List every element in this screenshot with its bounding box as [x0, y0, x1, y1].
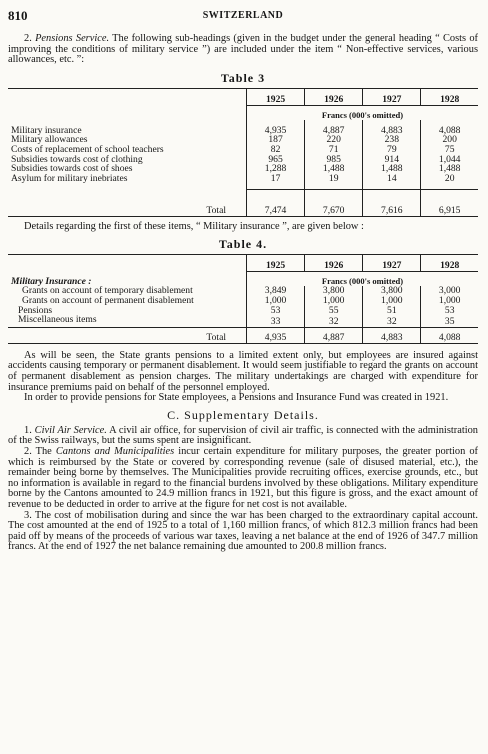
table-4-year: 1925	[247, 255, 305, 272]
table-row: Pensions 53 55 51 53	[8, 306, 478, 316]
table-4-group-label: Military Insurance :	[11, 275, 92, 287]
table-3-total-row: Total 7,474 7,670 7,616 6,915	[8, 190, 478, 217]
page-number: 810	[8, 8, 28, 23]
table-3-year: 1926	[305, 88, 363, 105]
running-title: SWITZERLAND	[202, 10, 284, 21]
table-3-year: 1928	[421, 88, 478, 105]
cantons-heading: Cantons and Municipalities	[55, 445, 175, 457]
table-3-row-label: Military allowances	[11, 134, 88, 146]
table-row: Subsidies towards cost of shoes 1,288 1,488 1,488 1,488	[8, 164, 478, 174]
table-4-total-label: Total	[8, 327, 247, 343]
table-row: Asylum for military inebriates 17 19 14 20	[8, 174, 478, 190]
table-3-unit: Francs (000's omitted)	[247, 105, 479, 120]
mobilisation-paragraph: 3. The cost of mobilisation during and since the war has been charged to the extraordinary capital account. The cost amounted at the end of 1925 to a total of 1,160 million francs, of which 812.3 million francs had been paid off by means of the proceeds of various war taxes, leaving a net balance at the end of 1926 of 347.7 million francs. At the end of 1927 the net balance remaining due amounted to 200.8 million francs.	[8, 509, 478, 553]
table-row: Grants on account of temporary disablement 3,849 3,800 3,800 3,000	[8, 286, 478, 296]
table-3-year: 1927	[363, 88, 421, 105]
document-page	[8, 8, 478, 553]
section-c-heading: C. Supplementary Details.	[167, 407, 319, 422]
table-row: Miscellaneous items 33 32 32 35	[8, 315, 478, 327]
table-4-year: 1928	[421, 255, 478, 272]
pensions-service-paragraph: 2. Pensions Service. The following sub-headings (given in the budget under the general heading “ Costs of improving the conditions of military service ”) are included under the item “ Non-effective services, various allowances, etc. ”:	[8, 33, 479, 66]
civil-air-service-heading: Civil Air Service.	[34, 424, 107, 436]
table-row: Costs of replacement of school teachers 82 71 79 75	[8, 145, 478, 155]
table-4-row-label: Grants on account of permanent disablement	[22, 295, 194, 307]
details-paragraph: Details regarding the first of these items, “ Military insurance ”, are given below :	[24, 220, 364, 232]
pensions-service-heading: Pensions Service.	[35, 33, 110, 44]
table-4	[8, 254, 478, 343]
pensions-fund-paragraph: In order to provide pensions for State employees, a Pensions and Insurance Fund was created in 1921.	[24, 392, 449, 404]
table-3-row-label: Military insurance	[11, 124, 82, 136]
table-4-caption: Table 4.	[218, 237, 268, 252]
table-3-row-label: Costs of replacement of school teachers	[11, 143, 164, 155]
table-3-total-label: Total	[8, 190, 247, 217]
table-row: Military allowances 187 220 238 200	[8, 135, 478, 145]
page-header	[8, 8, 478, 28]
cantons-paragraph: 2. The Cantons and Municipalities incur certain expenditure for military purposes, the greater portion of which is reimbursed by the State or covered by corresponding revenue (sale of disused material, etc.), the remainder being borne by themselves. The Municipalities provide recruiting offices, exercise grounds, etc., but no information is available in regard to the financial burdens involved by these obligations. Military expenditure borne by the Cantons amounted to 24.9 million francs in 1921, but this figure is gross, and the exact amount of revenue to be deducted in order to arrive at the figure for net cost is not available.	[8, 445, 478, 510]
civil-air-service-paragraph: 1. Civil Air Service. A civil air office, for supervision of civil air traffic, is connected with the administration of the Swiss railways, but the sums spent are insignificant.	[8, 424, 478, 447]
table-row: Subsidies towards cost of clothing 965 985 914 1,044	[8, 155, 478, 165]
table-3-row-label: Asylum for military inebriates	[11, 173, 128, 185]
table-4-year: 1927	[363, 255, 421, 272]
table-4-total-row: Total 4,935 4,887 4,883 4,088	[8, 327, 478, 343]
table-row: Grants on account of permanent disablement 1,000 1,000 1,000 1,000	[8, 296, 478, 306]
table-3-row-label: Subsidies towards cost of shoes	[11, 163, 133, 175]
table-4-row-label: Grants on account of temporary disablement	[22, 285, 193, 297]
table-4-row-label: Pensions	[18, 304, 53, 316]
state-pensions-paragraph: As will be seen, the State grants pensions to a limited extent only, but employees are insured against accidents causing temporary or permanent disablement. It would seem justifiable to regard the grants on account of permanent disablement as pension charges. The military undertakings are charged with expenditure for insurance premiums paid on behalf of the personnel employed.	[8, 349, 478, 393]
table-3-caption: Table 3	[220, 70, 266, 85]
table-3-row-label: Subsidies towards cost of clothing	[11, 153, 143, 165]
table-4-unit: Francs (000's omitted)	[247, 272, 479, 287]
table-3	[8, 88, 478, 217]
table-row: Military insurance 4,935 4,887 4,883 4,088	[8, 120, 478, 136]
table-3-year: 1925	[247, 88, 305, 105]
table-4-row-label: Miscellaneous items	[18, 314, 97, 326]
table-4-year: 1926	[305, 255, 363, 272]
